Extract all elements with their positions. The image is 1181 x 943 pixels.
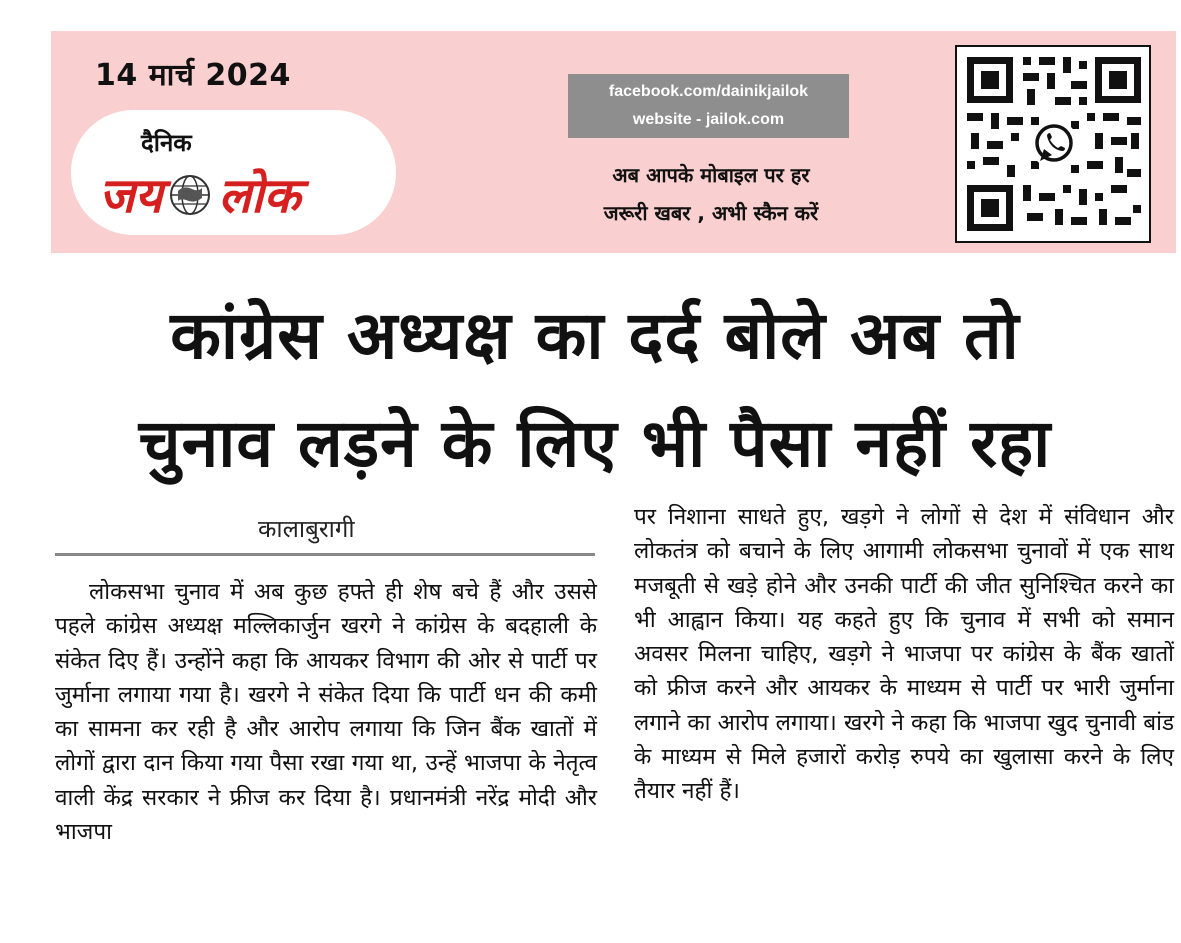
- qr-code[interactable]: [955, 45, 1151, 243]
- masthead-band: [51, 31, 1176, 253]
- headline-line-2: चुनाव लड़ने के लिए भी पैसा नहीं रहा: [138, 405, 1052, 482]
- logo-word-left: जय: [99, 168, 163, 224]
- logo-prefix: दैनिक: [141, 129, 192, 157]
- article-column-right: पर निशाना साधते हुए, खड़गे ने लोगों से देश में संविधान और लोकतंत्र को बचाने के लिए आगामी लोकसभा चुनावों में एक साथ मजबूती से खड़े होने और उनकी पार्टी की जीत सुनिश्चित करने का भी आह्वान किया। यह कहते हुए कि चुनाव में सभी को समान अवसर मिलना चाहिए, खड़गे ने भाजपा पर कांग्रेस के बैंक खातों को फ्रीज करने और आयकर के माध्यम से पार्टी पर भारी जुर्माना लगाने का आरोप लगाया। खरगे ने कहा कि भाजपा खुद चुनावी बांड के माध्यम से मिले हजारों करोड़ रुपये का खुलासा करने के लिए तैयार नहीं हैं।: [634, 504, 1174, 805]
- scan-prompt: [531, 156, 891, 232]
- scan-prompt-line-2: जरूरी खबर , अभी स्कैन करें: [603, 201, 819, 225]
- issue-date: 14 मार्च 2024: [95, 58, 291, 93]
- newspaper-logo: [71, 110, 396, 235]
- scan-prompt-line-1: अब आपके मोबाइल पर हर: [612, 163, 810, 187]
- website-link[interactable]: website - jailok.com: [632, 111, 785, 128]
- dateline-divider: [55, 553, 595, 556]
- logo-word-right: लोक: [218, 168, 301, 224]
- headline: [40, 282, 1150, 498]
- dateline: कालाबुरागी: [258, 515, 355, 543]
- facebook-link[interactable]: facebook.com/dainikjailok: [608, 83, 809, 100]
- headline-line-1: कांग्रेस अध्यक्ष का दर्द बोले अब तो: [170, 297, 1020, 374]
- globe-icon: [168, 173, 212, 217]
- qr-code-graphic: [967, 57, 1141, 231]
- contact-box: [568, 74, 849, 138]
- article-column-left: लोकसभा चुनाव में अब कुछ हफ्ते ही शेष बचे हैं और उससे पहले कांग्रेस अध्यक्ष मल्लिकार्जुन खरगे ने कांग्रेस के बदहाली के संकेत दिए हैं। उन्होंने कहा कि आयकर विभाग की ओर से पार्टी पर जुर्माना लगाया गया है। खरगे ने संकेत दिया कि पार्टी धन की कमी का सामना कर रही है और आरोप लगाया कि जिन बैंक खातों में लोगों द्वारा दान किया गया पैसा रखा गया था, उन्हें भाजपा के नेतृत्व वाली केंद्र सरकार ने फ्रीज कर दिया है। प्रधानमंत्री नरेंद्र मोदी और भाजपा: [55, 579, 597, 846]
- logo-wordmark: [99, 162, 300, 227]
